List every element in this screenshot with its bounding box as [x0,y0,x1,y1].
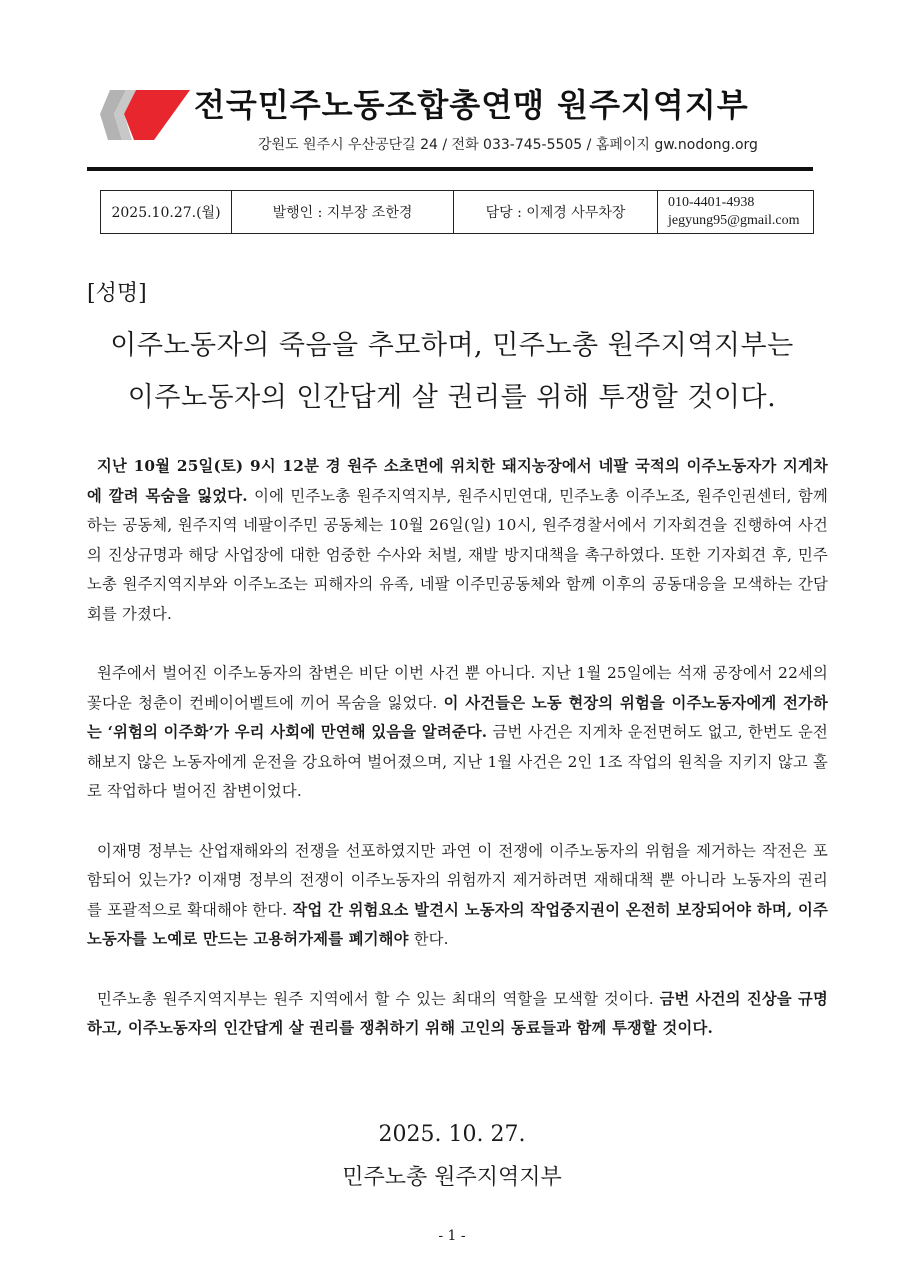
paragraph-4-text-start: 민주노총 원주지역지부는 원주 지역에서 할 수 있는 최대의 역할을 모색할 것이다. [97,989,660,1008]
paragraph-3-bold: 작업 간 위험요소 발견시 노동자의 작업중지권이 온전히 보장되어야 하며, 이주노동자를 노예로 만드는 고용허가제를 폐기해야 [87,900,828,948]
manager-phone: 010-4401-4938 [668,195,755,210]
section-label: [성명] [87,281,147,306]
paragraph-2 [87,659,828,807]
publisher: 발행인 : 지부장 조한경 [232,191,454,234]
header-divider [87,167,813,171]
manager-email: jegyung95@gmail.com [668,213,800,228]
title-line-1: 이주노동자의 죽음을 추모하며, 민주노총 원주지역지부는 [110,330,794,361]
title-line-2: 이주노동자의 인간답게 살 권리를 위해 투쟁할 것이다. [127,382,777,413]
paragraph-1-text: 이에 민주노총 원주지역지부, 원주시민연대, 민주노총 이주노조, 원주인권센터, 함께하는 공동체, 원주지역 네팔이주민 공동체는 10월 26일(일) 10시, 원주경찰서에서 기자회견을 진행하여 사건의 진상규명과 해당 사업장에 대한 엄중한 수사와 처벌, 재발 방지대책을 촉구하였다. 또한 기자회견 후, 민주노총 원주지역지부와 이주노조는 피해자의 유족, 네팔 이주민공동체와 함께 이후의 공동대응을 모색하는 간담회를 가졌다. [87,486,828,623]
paragraph-3-text-start: 이재명 정부는 산업재해와의 전쟁을 선포하였지만 과연 이 전쟁에 이주노동자의 위험을 제거하는 작전은 포함되어 있는가? 이재명 정부의 전쟁이 이주노동자의 위험까지 제거하려면 재해대책 뿐 아니라 노동자의 권리를 포괄적으로 확대해야 한다. [87,841,828,919]
paragraph-3-text-end: 한다. [408,930,449,948]
issue-date: 2025.10.27.(월) [101,191,232,234]
kctu-logo [96,84,192,146]
signature-organization: 민주노총 원주지역지부 [342,1165,562,1190]
page-number: - 1 - [438,1228,466,1244]
statement-body [87,452,828,1074]
organization-name: 전국민주노동조합총연맹 원주지역지부 [194,86,749,124]
paragraph-1-bold: 지난 10월 25일(토) 9시 12분 경 원주 소초면에 위치한 돼지농장에서 네팔 국적의 이주노동자가 지게차에 깔려 목숨을 잃었다. [87,457,828,505]
organization-contact: 강원도 원주시 우산공단길 24 / 전화 033-745-5505 / 홈페이지 gw.nodong.org [258,137,758,153]
signature-date: 2025. 10. 27. [378,1122,526,1147]
paragraph-4-bold: 금번 사건의 진상을 규명하고, 이주노동자의 인간답게 살 권리를 쟁취하기 위해 고인의 동료들과 함께 투쟁할 것이다. [87,989,828,1037]
paragraph-1 [87,452,828,629]
logo-red-shape [124,90,190,140]
manager-contact [658,191,814,234]
paragraph-2-text-start: 원주에서 벌어진 이주노동자의 참변은 비단 이번 사건 뿐 아니다. 지난 1월 25일에는 석재 공장에서 22세의 꽃다운 청춘이 컨베이어벨트에 끼어 목숨을 잃었다. [87,664,828,712]
paragraph-4 [87,985,828,1044]
paragraph-2-bold: 이 사건들은 노동 현장의 위험을 이주노동자에게 전가하는 ‘위험의 이주화’가 우리 사회에 만연해 있음을 알려준다. [87,693,829,741]
statement-title [87,320,817,424]
issue-info-table [100,190,814,234]
paragraph-2-text-end: 금번 사건은 지게차 운전면허도 없고, 한번도 운전해보지 않은 노동자에게 운전을 강요하여 벌어졌으며, 지난 1월 사건은 2인 1조 작업의 원칙을 지키지 않고 홀로 작업하다 벌어진 참변이었다. [87,723,828,800]
paragraph-3 [87,837,828,955]
manager: 담당 : 이제경 사무차장 [454,191,658,234]
